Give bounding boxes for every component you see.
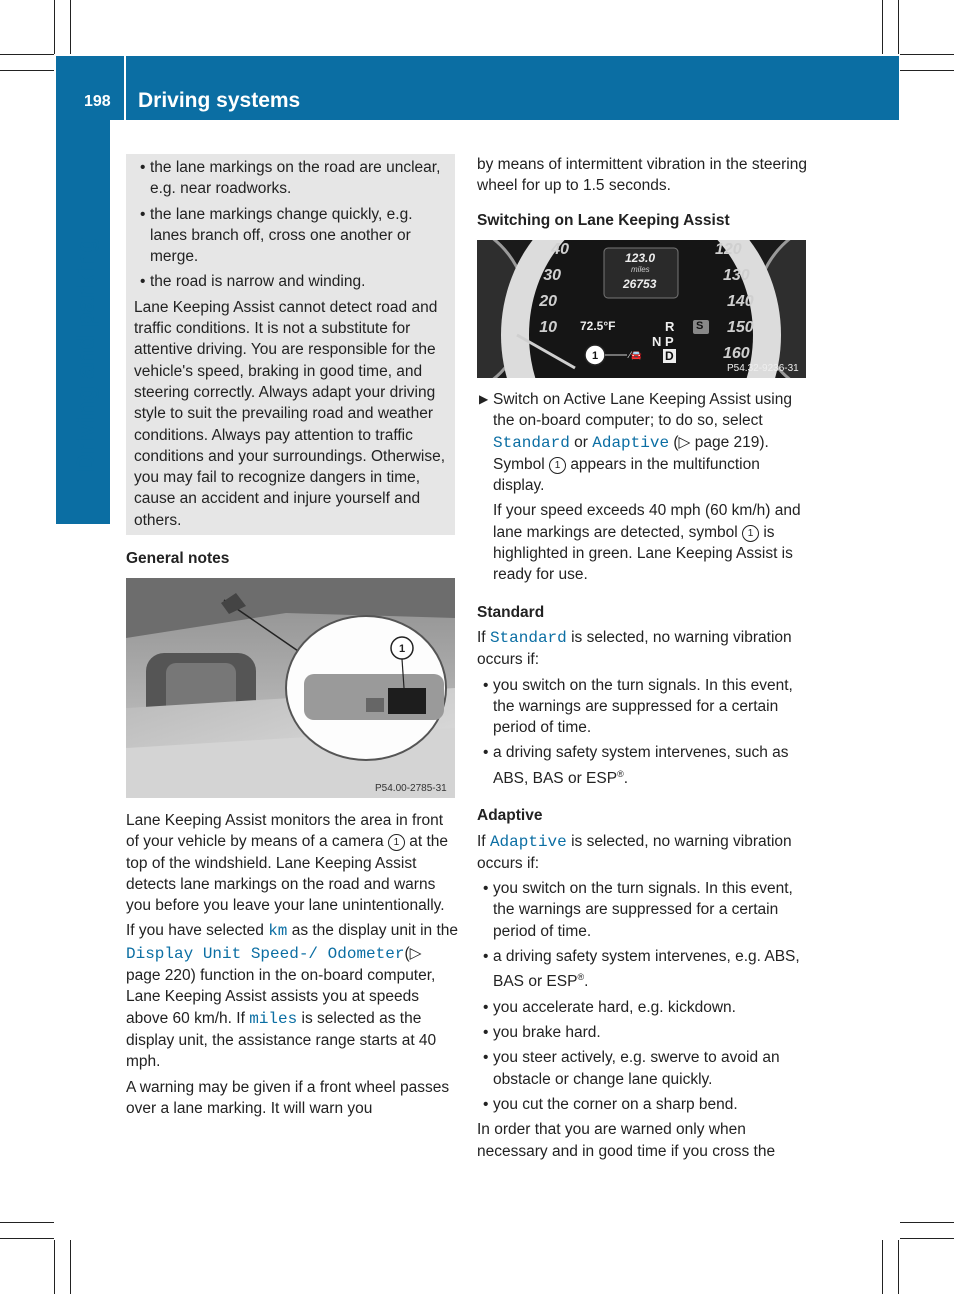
warning-bullet: • the lane markings change quickly, e.g. lanes branch off, cross one another or merge.: [140, 205, 413, 266]
crop-mark: [882, 0, 883, 54]
gear-d: D: [665, 349, 674, 363]
cluster-speed-left: [533, 240, 569, 341]
menu-value-km: km: [268, 922, 288, 941]
image-code: P54.32-9236-31: [727, 363, 799, 374]
crop-mark: [70, 0, 71, 54]
left-column-body: [126, 810, 458, 1123]
menu-value-standard: Standard: [493, 433, 570, 452]
list-item: • you switch on the turn signals. In this event, the warnings are suppressed for a certain period of time.: [483, 880, 793, 940]
distance-unit: miles: [631, 265, 650, 274]
callout-symbol: 1: [549, 457, 566, 474]
crop-mark: [900, 1238, 954, 1239]
crop-mark: [900, 1222, 954, 1223]
image-callout-number: 1: [398, 643, 406, 655]
list-item: • you cut the corner on a sharp bend.: [483, 1095, 738, 1113]
menu-value-adaptive: Adaptive: [592, 433, 670, 452]
switching-heading: Switching on Lane Keeping Assist: [477, 211, 730, 229]
header-divider: [124, 56, 126, 120]
crop-mark: [54, 1240, 55, 1294]
speed-label: 20: [539, 293, 557, 310]
crop-mark: [54, 0, 55, 54]
left-column: [126, 548, 458, 573]
crop-mark: [882, 1240, 883, 1294]
standard-heading: Standard: [477, 603, 545, 621]
callout-symbol: 1: [742, 525, 759, 542]
callout-symbol: 1: [388, 834, 405, 851]
step-arrow-icon: ▶: [479, 392, 489, 406]
standard-intro: If Standard is selected, no warning vibration occurs if:: [477, 628, 792, 669]
crop-mark: [898, 0, 899, 54]
menu-value-miles: miles: [249, 1009, 298, 1028]
paragraph-camera: Lane Keeping Assist monitors the area in front of your vehicle by means of a camera 1 at the top of the windshield. Lane Keeping Assist detects lane markings on the road and warns you before you leave your lane unintentionally.: [126, 812, 449, 915]
s-badge: S: [696, 320, 704, 332]
menu-value-standard: Standard: [489, 628, 567, 647]
svg-text:⁄🚘: ⁄🚘: [629, 351, 642, 361]
page-number: 198: [84, 93, 111, 110]
list-item: • you brake hard.: [483, 1024, 601, 1042]
gear-np: N P: [652, 334, 674, 349]
paragraph-warning: A warning may be given if a front wheel passes over a lane marking. It will warn you: [126, 1078, 450, 1117]
crop-mark: [898, 1240, 899, 1294]
paragraph-vibration: by means of intermittent vibration in the steering wheel for up to 1.5 seconds.: [477, 156, 807, 195]
list-item: • a driving safety system intervenes, e.g. ABS, BAS or ESP®.: [483, 947, 800, 991]
paragraph-closing: In order that you are warned only when necessary and in good time if you cross the: [477, 1121, 776, 1160]
section-title: Driving systems: [138, 89, 301, 112]
general-notes-heading: General notes: [126, 550, 230, 567]
list-item: • you steer actively, e.g. swerve to avoid an obstacle or change lane quickly.: [483, 1049, 780, 1088]
menu-value-adaptive: Adaptive: [489, 832, 567, 851]
crop-mark: [900, 54, 954, 55]
speed-label: 130: [723, 267, 750, 284]
warning-text: Lane Keeping Assist cannot detect road and traffic conditions. It is not a substitute for attentive driving. You are responsible for the vehicle's speed, braking in good time, and steering correctly. Always adapt your driving style to suit the prevailing road and weather conditions. Always pay attention to traffic conditions and your surroundings. Otherwise, you may fail to recognize dangers in time, cause an accident and injure yourself and others.: [134, 298, 446, 529]
crop-mark: [0, 1222, 54, 1223]
crop-mark: [0, 54, 54, 55]
odometer: 26753: [623, 277, 657, 291]
warning-content: [134, 157, 450, 535]
instrument-cluster-image: [477, 240, 806, 378]
adaptive-heading: Adaptive: [477, 807, 543, 825]
crop-mark: [0, 1238, 54, 1239]
paragraph-display-unit: If you have selected km as the display unit in the Display Unit Speed-/ Odometer(▷ page 220) function in the on-board computer, Lane Keeping Assist assists you at speeds above 60 km/h. If miles is selected as the display unit, the assistance range starts at 40 mph.: [126, 922, 459, 1071]
speed-label: 10: [539, 319, 557, 336]
cluster-speed-right: [713, 240, 753, 367]
list-item: • you switch on the turn signals. In this event, the warnings are suppressed for a certain period of time.: [483, 676, 793, 737]
right-column-top: [477, 154, 809, 235]
crop-mark: [0, 70, 54, 71]
right-column-body: [477, 389, 809, 1166]
speed-label: 140: [727, 293, 754, 310]
trip-meter: 123.0: [625, 251, 656, 265]
crop-mark: [70, 1240, 71, 1294]
adaptive-intro: If Adaptive is selected, no warning vibration occurs if:: [477, 832, 792, 872]
gear-r: R: [665, 319, 675, 334]
speed-label: 30: [543, 267, 561, 284]
list-item: • a driving safety system intervenes, such as ABS, BAS or ESP®.: [483, 744, 789, 787]
outside-temperature: 72.5°F: [580, 319, 616, 333]
list-item: • you accelerate hard, e.g. kickdown.: [483, 998, 736, 1016]
speed-label: 40: [551, 241, 569, 258]
speed-label: 120: [715, 241, 742, 258]
menu-item-display-unit: Display Unit Speed-/ Odometer: [126, 944, 405, 963]
warning-bullet: • the lane markings on the road are unclear, e.g. near roadworks.: [140, 159, 441, 198]
warning-bullet: • the road is narrow and winding.: [140, 273, 366, 291]
speed-label: 150: [727, 319, 754, 336]
windshield-camera-image: [126, 578, 455, 798]
crop-mark: [900, 70, 954, 71]
chapter-label: Driving and parking: [72, 237, 100, 472]
cluster-callout-number: 1: [591, 350, 599, 362]
instruction-step: ▶ Switch on Active Lane Keeping Assist using the on-board computer; to do so, select Standard or Adaptive (▷ page 219). Symbol 1 appears in the multifunction display. If your speed exceeds 40 mph (60 km/h) and lane markings are detected, symbol 1 is highlighted in green. Lane Keeping Assist is ready for use.: [479, 391, 801, 584]
image-code: P54.00-2785-31: [375, 783, 447, 794]
speed-label: 160: [723, 345, 750, 362]
